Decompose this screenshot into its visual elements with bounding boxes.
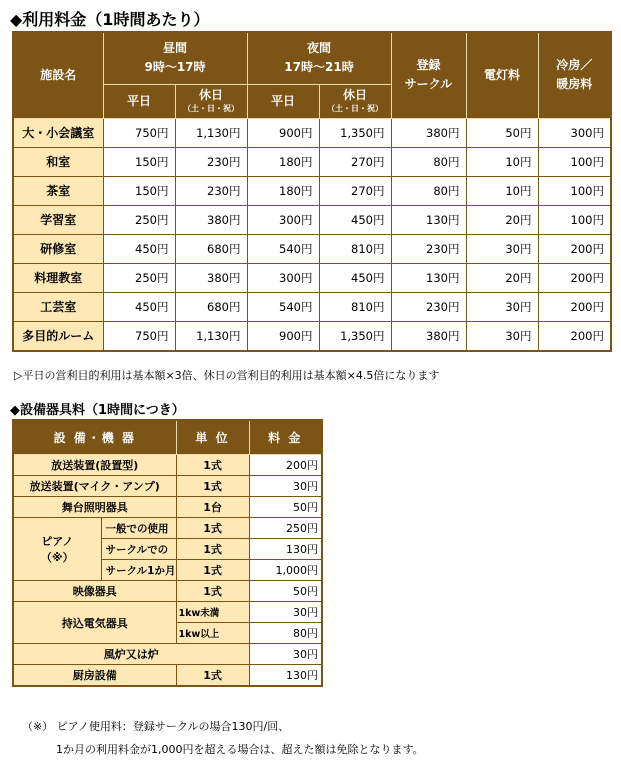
usage-fee-heading: ◆利用料金（1時間あたり） [10,10,210,29]
light-fee: 50円 [466,118,538,147]
day-holiday-header [175,84,247,118]
day-holiday-label: 休日 [198,88,223,102]
table-row [13,455,322,476]
night-holiday-fee: 450円 [319,205,391,234]
table-row [13,263,611,292]
light-fee: 20円 [466,205,538,234]
aircon-fee: 300円 [538,118,611,147]
night-holiday-fee: 270円 [319,147,391,176]
table-row [13,147,611,176]
day-holiday-fee: 380円 [175,263,247,292]
table-row [13,581,322,602]
equipment-name: 放送装置(マイク・アンプ) [13,476,176,497]
day-weekday-fee: 250円 [103,205,175,234]
facility-name: 多目的ルーム [13,321,103,351]
piano-fee-note-continued: 1か月の利用料金が1,000円を超える場合は、超えた額は免除となります。 [56,743,424,756]
night-weekday-fee: 900円 [247,321,319,351]
equipment-unit: 1式 [176,455,249,476]
day-weekday-fee: 750円 [103,118,175,147]
table-row [13,205,611,234]
commercial-use-note: ▷平日の営利目的利用は基本額×3倍、休日の営利目的利用は基本額×4.5倍になります [14,369,440,382]
aircon-fee: 100円 [538,147,611,176]
equipment-fee: 30円 [249,476,322,497]
nighttime-hours: 17時～21時 [284,60,354,75]
day-holiday-note: （土・日・祝） [183,104,239,113]
piano-note-mark: （※） [40,551,74,564]
night-weekday-fee: 300円 [247,205,319,234]
equipment-unit: 1台 [176,497,249,518]
nighttime-label: 夜間 [306,41,331,56]
equipment-name: 舞台照明器具 [13,497,176,518]
registered-circle-line1: 登録 [416,58,441,73]
day-weekday-fee: 450円 [103,234,175,263]
equipment-name: 映像器具 [13,581,176,602]
equipment-header: 設 備・機 器 [13,420,176,455]
table-row [13,234,611,263]
equipment-fee: 200円 [249,455,322,476]
table-row [13,176,611,205]
circle-fee: 130円 [391,263,466,292]
equipment-unit: 1式 [176,581,249,602]
circle-fee: 80円 [391,147,466,176]
aircon-fee: 200円 [538,234,611,263]
aircon-line1: 冷房／ [556,58,593,73]
day-holiday-fee: 380円 [175,205,247,234]
daytime-hours: 9時～17時 [144,60,206,75]
day-weekday-header: 平日 [103,84,175,118]
equipment-name: 厨房設備 [13,665,176,687]
aircon-fee: 200円 [538,263,611,292]
day-holiday-fee: 680円 [175,292,247,321]
unit-header: 単 位 [176,420,249,455]
equipment-unit: 1kw未満 [176,602,249,623]
registered-circle-header [391,32,466,118]
facility-name: 大・小会議室 [13,118,103,147]
night-weekday-fee: 540円 [247,234,319,263]
night-holiday-fee: 810円 [319,292,391,321]
night-holiday-fee: 270円 [319,176,391,205]
equipment-unit: 1式 [176,560,249,581]
equipment-fee: 130円 [249,665,322,687]
day-holiday-fee: 230円 [175,176,247,205]
usage-fee-table [12,31,612,352]
piano-general-label: 一般での使用 [101,518,176,539]
table-row [13,321,611,351]
aircon-fee: 200円 [538,321,611,351]
aircon-fee: 200円 [538,292,611,321]
facility-name: 研修室 [13,234,103,263]
light-fee: 10円 [466,147,538,176]
night-holiday-fee: 450円 [319,263,391,292]
light-fee: 30円 [466,321,538,351]
equipment-fee: 250円 [249,518,322,539]
equipment-fee: 50円 [249,497,322,518]
table-row [13,497,322,518]
light-fee: 30円 [466,292,538,321]
facility-name: 工芸室 [13,292,103,321]
aircon-line2: 暖房料 [556,77,593,92]
usage-fee-rows [13,118,611,351]
light-fee: 30円 [466,234,538,263]
day-weekday-fee: 450円 [103,292,175,321]
facility-name: 和室 [13,147,103,176]
night-weekday-fee: 180円 [247,176,319,205]
day-weekday-fee: 750円 [103,321,175,351]
equipment-unit: 1kw以上 [176,623,249,644]
equipment-name: 風炉又は炉 [13,644,249,665]
equipment-fee: 130円 [249,539,322,560]
night-weekday-fee: 300円 [247,263,319,292]
day-weekday-fee: 250円 [103,263,175,292]
day-holiday-fee: 1,130円 [175,118,247,147]
table-row [13,518,322,539]
night-holiday-fee: 1,350円 [319,118,391,147]
night-holiday-fee: 1,350円 [319,321,391,351]
aircon-fee: 100円 [538,205,611,234]
piano-circle-label: サークルでの [101,539,176,560]
piano-label [13,518,101,581]
aircon-fee-header [538,32,611,118]
equipment-unit: 1式 [176,476,249,497]
equipment-fee: 30円 [249,602,322,623]
night-weekday-fee: 180円 [247,147,319,176]
facility-name: 茶室 [13,176,103,205]
piano-name: ピアノ [41,535,74,548]
day-weekday-fee: 150円 [103,176,175,205]
equipment-fee: 1,000円 [249,560,322,581]
day-holiday-fee: 1,130円 [175,321,247,351]
equipment-fee: 50円 [249,581,322,602]
equipment-unit: 1式 [176,518,249,539]
piano-fee-note: （※） ピアノ使用料：登録サークルの場合130円/回、 [22,720,290,733]
day-holiday-fee: 680円 [175,234,247,263]
day-weekday-fee: 150円 [103,147,175,176]
table-row [13,665,322,687]
light-fee: 10円 [466,176,538,205]
equipment-name: 放送装置(設置型) [13,455,176,476]
equipment-unit: 1式 [176,665,249,687]
night-holiday-fee: 810円 [319,234,391,263]
day-holiday-fee: 230円 [175,147,247,176]
circle-fee: 230円 [391,234,466,263]
facility-name: 学習室 [13,205,103,234]
light-fee: 20円 [466,263,538,292]
table-row [13,602,322,623]
circle-fee: 380円 [391,118,466,147]
circle-fee: 230円 [391,292,466,321]
circle-fee: 380円 [391,321,466,351]
fee-header: 料 金 [249,420,322,455]
circle-fee: 130円 [391,205,466,234]
daytime-label: 昼間 [162,41,187,56]
night-holiday-label: 休日 [342,88,367,102]
table-row [13,118,611,147]
equipment-unit: 1式 [176,539,249,560]
night-weekday-fee: 540円 [247,292,319,321]
registered-circle-line2: サークル [404,77,453,92]
table-row [13,292,611,321]
circle-fee: 80円 [391,176,466,205]
nighttime-header [247,32,391,84]
night-weekday-header: 平日 [247,84,319,118]
table-row [13,644,322,665]
facility-header: 施設名 [13,32,103,118]
piano-circle-month-label: サークル1か月 [101,560,176,581]
equipment-fee-heading: ◆設備器具料（1時間につき） [10,403,185,418]
night-weekday-fee: 900円 [247,118,319,147]
equipment-fee: 80円 [249,623,322,644]
facility-name: 料理教室 [13,263,103,292]
aircon-fee: 100円 [538,176,611,205]
equipment-name: 持込電気器具 [13,602,176,644]
equipment-fee: 30円 [249,644,322,665]
light-fee-header: 電灯料 [466,32,538,118]
night-holiday-note: （土・日・祝） [327,104,383,113]
table-row [13,476,322,497]
night-holiday-header [319,84,391,118]
equipment-fee-table [12,419,323,687]
daytime-header [103,32,247,84]
